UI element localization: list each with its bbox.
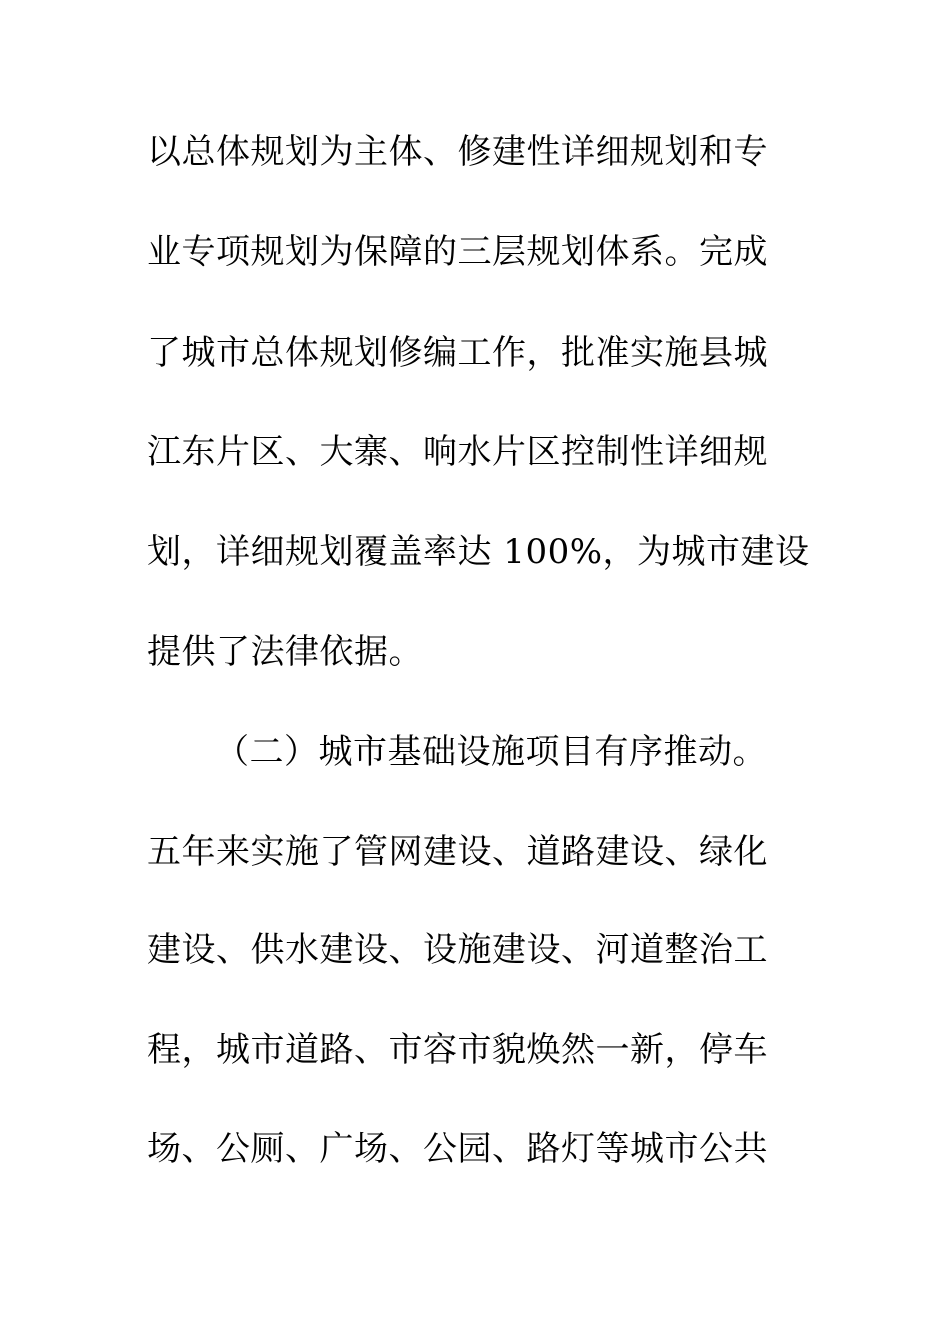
body-text-line: 划，详细规划覆盖率达 100%，为城市建设 [147,532,810,572]
body-text-line: 业专项规划为保障的三层规划体系。完成 [147,232,768,272]
body-text-line: 江东片区、大寨、响水片区控制性详细规 [147,432,768,472]
body-text-line: 场、公厕、广场、公园、路灯等城市公共 [147,1129,768,1169]
body-text-line: 五年来实施了管网建设、道路建设、绿化 [147,832,768,872]
body-text-line: 了城市总体规划修编工作，批准实施县城 [147,333,768,373]
body-text-line: 以总体规划为主体、修建性详细规划和专 [147,132,768,172]
section-heading: （二）城市基础设施项目有序推动。 [215,732,767,772]
body-text-line: 程，城市道路、市容市貌焕然一新，停车 [147,1030,768,1070]
body-text-line: 提供了法律依据。 [147,632,423,672]
body-text-line: 建设、供水建设、设施建设、河道整治工 [147,930,768,970]
